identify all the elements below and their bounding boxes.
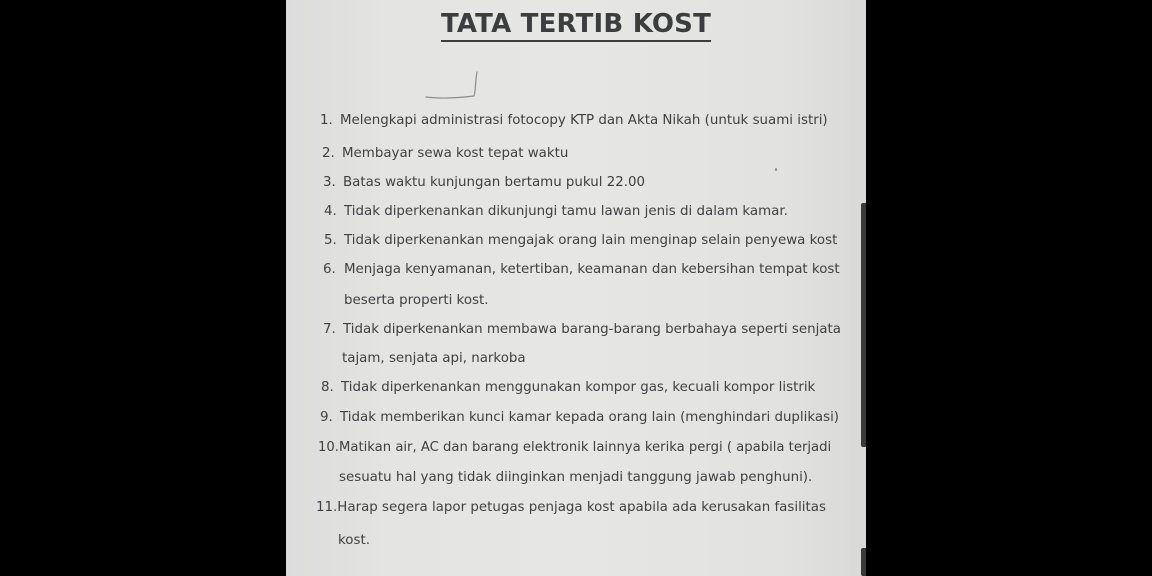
rule-item-7-continuation [342,351,526,366]
rule-number: 8. [321,380,334,395]
signature-mark [424,70,480,102]
rule-item-10-continuation [339,470,812,485]
rule-number: 1. [320,113,333,128]
rule-text: Tidak diperkenankan menggunakan kompor gas, kecuali kompor listrik [341,380,816,395]
rule-text: tajam, senjata api, narkoba [342,351,526,366]
rule-text: Melengkapi administrasi fotocopy KTP dan Akta Nikah (untuk suami istri) [340,113,828,128]
rule-item-1 [320,113,828,128]
rule-text: sesuatu hal yang tidak diinginkan menjadi tanggung jawab penghuni). [339,470,813,485]
rule-text: Tidak memberikan kunci kamar kepada orang lain (menghindari duplikasi) [340,410,840,425]
rule-item-2 [322,146,568,161]
rule-item-6 [323,262,840,277]
rule-number: 3. [323,175,336,190]
rule-item-8 [321,380,815,395]
rule-number: 7. [323,322,336,337]
document-page [286,0,866,576]
binder-clip-lower [861,548,866,576]
rule-item-7 [323,322,841,337]
rule-item-6-continuation [344,293,489,308]
rule-item-4 [324,204,788,219]
rule-text: Matikan air, AC dan barang elektronik lainnya kerika pergi ( apabila terjadi [338,440,832,455]
rule-item-9 [320,410,839,425]
rule-text: beserta properti kost. [344,293,489,308]
rule-text: Tidak diperkenankan dikunjungi tamu lawan jenis di dalam kamar. [344,204,788,219]
rule-number: 5. [324,233,337,248]
paper-speck [775,168,777,171]
rule-text: Tidak diperkenankan mengajak orang lain menginap selain penyewa kost [344,233,838,248]
document-title [286,9,866,39]
rule-number: 10. [318,440,339,455]
rule-item-10 [318,440,831,455]
rule-text: Tidak diperkenankan membawa barang-barang berbahaya seperti senjata [343,322,841,337]
rule-item-11 [316,500,826,515]
rule-item-11-continuation [338,533,370,548]
document-title-text: TATA TERTIB KOST [441,9,711,42]
rule-number: 2. [322,146,335,161]
rule-text: Menjaga kenyamanan, ketertiban, keamanan dan kebersihan tempat kost [344,262,840,277]
rule-text: kost. [338,533,370,548]
rule-text: Membayar sewa kost tepat waktu [342,146,569,161]
rule-text: Harap segera lapor petugas penjaga kost apabila ada kerusakan fasilitas [337,500,826,515]
rule-number: 4. [324,204,337,219]
rule-item-3 [323,175,645,190]
rule-number: 6. [323,262,336,277]
rule-text: Batas waktu kunjungan bertamu pukul 22.00 [343,175,646,190]
rule-item-5 [324,233,837,248]
rule-number: 11. [316,500,338,515]
binder-clip-upper [861,203,866,447]
rule-number: 9. [320,410,333,425]
